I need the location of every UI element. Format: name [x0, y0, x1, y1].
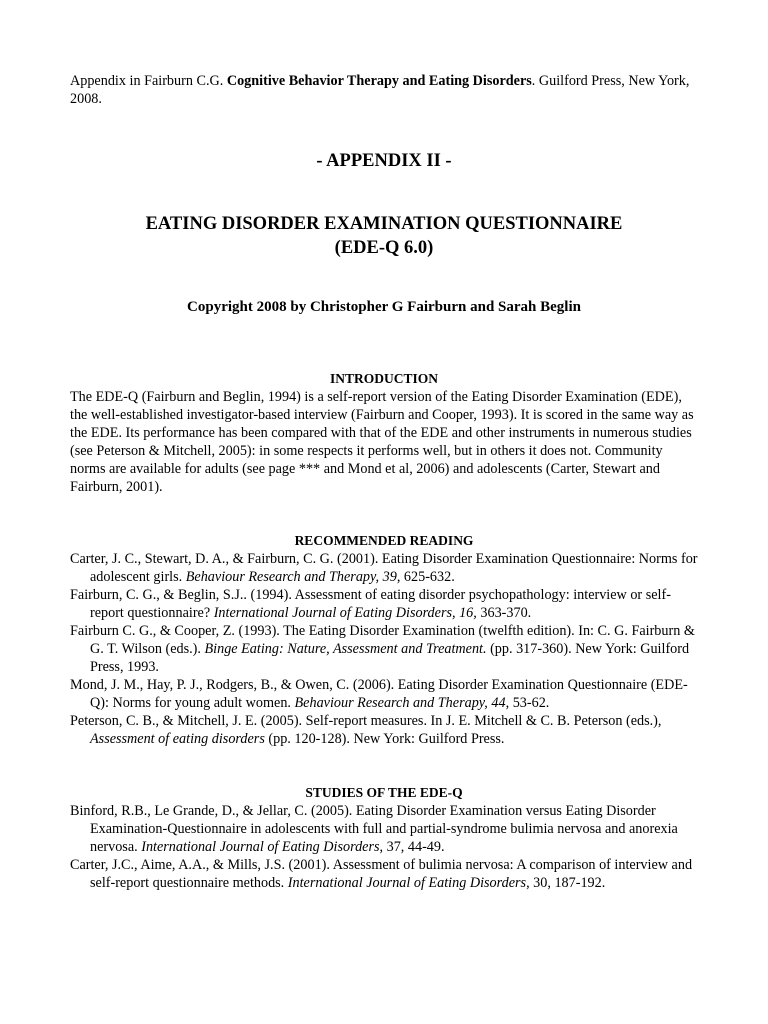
- reference-text: Fairburn, C. G., & Beglin, S.J.. (1994). Assessment of eating disorder psychopathology: interview or self-report questionnaire?: [70, 587, 671, 621]
- title-line-2: (EDE-Q 6.0): [334, 238, 434, 258]
- citation-suffix: . Guilford Press, New York, 2008.: [70, 73, 690, 107]
- reference-pages: 363-370.: [476, 605, 532, 621]
- studies-list: [70, 802, 698, 892]
- reference-pages: , 37, 44-49.: [379, 839, 445, 855]
- reference-text: Mond, J. M., Hay, P. J., Rodgers, B., & Owen, C. (2006). Eating Disorder Examination Questionnaire (EDE-Q): Norms for young adult women.: [70, 677, 688, 711]
- reference-item: [70, 802, 698, 856]
- source-citation: [70, 72, 698, 108]
- reference-source: International Journal of Eating Disorders, 16,: [213, 605, 477, 621]
- reference-source: International Journal of Eating Disorders: [141, 839, 380, 855]
- reference-source: International Journal of Eating Disorders: [287, 875, 527, 891]
- introduction-heading: INTRODUCTION: [329, 371, 438, 386]
- reference-item: [70, 586, 698, 622]
- studies-heading: STUDIES OF THE EDE-Q: [305, 785, 463, 800]
- reference-source: Binge Eating: Nature, Assessment and Treatment.: [204, 641, 487, 657]
- reference-source: Assessment of eating disorders: [90, 731, 265, 747]
- document-title: [70, 212, 698, 260]
- reference-text: Fairburn C. G., & Cooper, Z. (1993). The Eating Disorder Examination (twelfth edition). In: C. G. Fairburn & G. T. Wilson (eds.).: [70, 623, 695, 657]
- reference-item: [70, 712, 698, 748]
- reference-pages: , 625-632.: [396, 569, 455, 585]
- reference-pages: (pp. 120-128). New York: Guilford Press.: [264, 731, 505, 747]
- reference-item: [70, 856, 698, 892]
- citation-book-title: Cognitive Behavior Therapy and Eating Disorders: [226, 73, 532, 89]
- recommended-reading-list: [70, 550, 698, 748]
- reference-pages: (pp. 317-360). New York: Guilford Press, 1993.: [90, 641, 690, 675]
- reference-item: [70, 622, 698, 676]
- reference-source: Behaviour Research and Therapy, 44: [294, 695, 506, 711]
- reference-pages: , 30, 187-192.: [526, 875, 606, 891]
- reference-source: Behaviour Research and Therapy, 39: [185, 569, 397, 585]
- reference-text: Carter, J. C., Stewart, D. A., & Fairburn, C. G. (2001). Eating Disorder Examination Questionnaire: Norms for adolescent girls.: [70, 551, 698, 585]
- reference-pages: , 53-62.: [505, 695, 550, 711]
- document-page: [70, 72, 698, 892]
- reference-item: [70, 550, 698, 586]
- reference-item: [70, 676, 698, 712]
- citation-prefix: Appendix in Fairburn C.G.: [70, 73, 227, 89]
- title-line-1: EATING DISORDER EXAMINATION QUESTIONNAIRE: [145, 214, 623, 234]
- copyright-notice: Copyright 2008 by Christopher G Fairburn and Sarah Beglin: [187, 299, 581, 315]
- appendix-heading: - APPENDIX II -: [316, 151, 452, 171]
- reference-text: Binford, R.B., Le Grande, D., & Jellar, C. (2005). Eating Disorder Examination versus Eating Disorder Examination-Questionnaire in adolescents with full and partial-syndrome bulimia nervosa and anorexia nervosa.: [70, 803, 678, 855]
- reference-text: Peterson, C. B., & Mitchell, J. E. (2005). Self-report measures. In J. E. Mitchell & C. B. Peterson (eds.),: [70, 713, 662, 729]
- reference-text: Carter, J.C., Aime, A.A., & Mills, J.S. (2001). Assessment of bulimia nervosa: A comparison of interview and self-report questionnaire methods.: [70, 857, 693, 891]
- introduction-text: The EDE-Q (Fairburn and Beglin, 1994) is a self-report version of the Eating Disorder Examination (EDE), the well-established investigator-based interview (Fairburn and Cooper, 1993). It is scored in the same way as the EDE. Its performance has been compared with that of the EDE and other instruments in numerous studies (see Peterson & Mitchell, 2005): in some respects it performs well, but in others it does not. Community norms are available for adults (see page *** and Mond et al, 2006) and adolescents (Carter, Stewart and Fairburn, 2001).: [70, 389, 694, 495]
- recommended-reading-heading: RECOMMENDED READING: [294, 533, 474, 548]
